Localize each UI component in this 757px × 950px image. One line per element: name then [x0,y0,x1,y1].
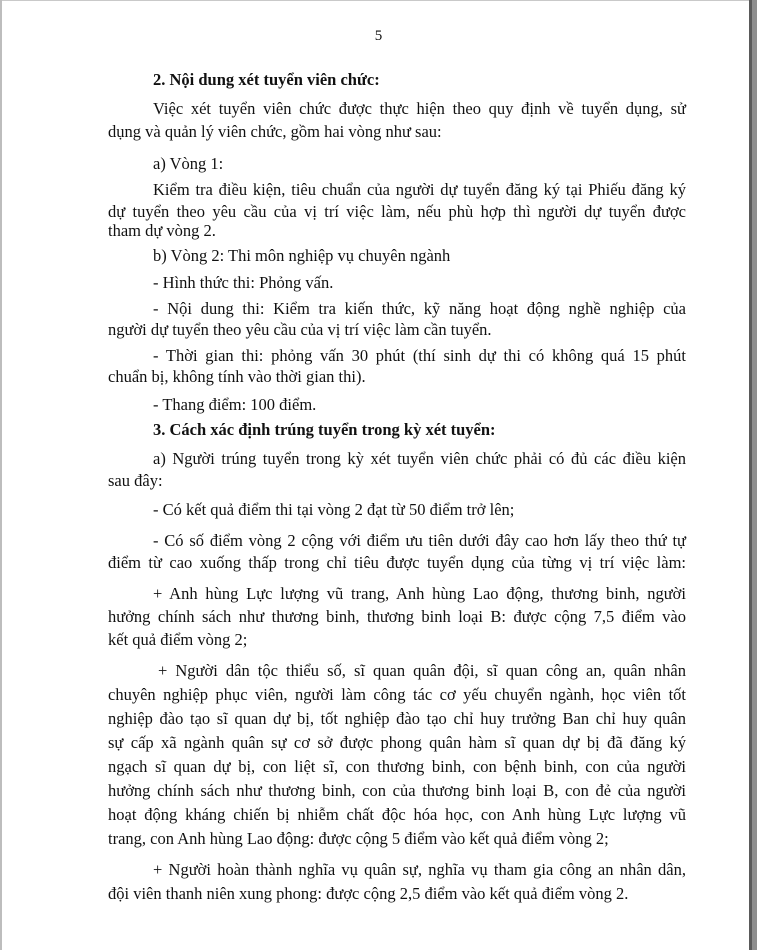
paragraph-line: hưởng chính sách như thương binh, thương binh loại B: được cộng 7,5 điểm vào [108,607,686,626]
section-heading-2: 2. Nội dung xét tuyển viên chức: [153,70,380,89]
paragraph-line: + Người hoàn thành nghĩa vụ quân sự, nghĩa vụ tham gia công an nhân dân, [153,860,686,879]
paragraph-line: chuẩn bị, không tính vào thời gian thi). [108,367,366,386]
paragraph-line: b) Vòng 2: Thi môn nghiệp vụ chuyên ngành [153,246,451,265]
paragraph-line: người dự tuyển theo yêu cầu của vị trí việc làm cần tuyển. [108,320,492,339]
paragraph-line: - Có kết quả điểm thi tại vòng 2 đạt từ 50 điểm trở lên; [153,500,515,519]
paragraph-line: - Có số điểm vòng 2 cộng với điểm ưu tiên dưới đây cao hơn lấy theo thứ tự [153,531,686,550]
paragraph-line: dự tuyển theo yêu cầu của vị trí việc làm, nếu phù hợp thì người dự tuyển được [108,202,686,221]
paragraph-line: Việc xét tuyển viên chức được thực hiện theo quy định về tuyển dụng, sử [153,99,686,118]
paragraph-line: ngạch sĩ quan dự bị, con liệt sĩ, con thương binh, con bệnh binh, con của người [108,757,686,776]
paragraph-line: nghiệp đào tạo sĩ quan dự bị, tốt nghiệp đào tạo chỉ huy trưởng Ban chỉ huy quân [108,709,686,728]
paragraph-line: - Nội dung thi: Kiểm tra kiến thức, kỹ năng hoạt động nghề nghiệp của [153,299,686,318]
window-right-border [749,0,757,950]
paragraph-line: - Hình thức thi: Phỏng vấn. [153,273,334,292]
paragraph-line: đội viên thanh niên xung phong: được cộng 2,5 điểm vào kết quả điểm vòng 2. [108,884,629,903]
paragraph-line: - Thời gian thi: phỏng vấn 30 phút (thí sinh dự thi có không quá 15 phút [153,346,686,365]
paragraph-line: hưởng chính sách như thương binh, con của thương binh loại B, con đẻ của người [108,781,686,800]
paragraph-line: + Anh hùng Lực lượng vũ trang, Anh hùng Lao động, thương binh, người [153,584,686,603]
paragraph-line: Kiểm tra điều kiện, tiêu chuẩn của người dự tuyển đăng ký tại Phiếu đăng ký [153,180,686,199]
paragraph-line: a) Người trúng tuyển trong kỳ xét tuyển viên chức phải có đủ các điều kiện [153,449,686,468]
page-top-edge [0,0,757,1]
section-heading-3: 3. Cách xác định trúng tuyển trong kỳ xét tuyển: [153,420,496,439]
paragraph-line: - Thang điểm: 100 điểm. [153,395,317,414]
paragraph-line: kết quả điểm vòng 2; [108,630,248,649]
paragraph-line: sự cấp xã ngành quân sự cơ sở được phong quân hàm sĩ quan dự bị đã đăng ký [108,733,686,752]
paragraph-line: chuyên nghiệp phục viên, người làm công tác cơ yếu chuyển ngành, học viên tốt [108,685,686,704]
paragraph-line: a) Vòng 1: [153,154,224,173]
paragraph-line: hoạt động kháng chiến bị nhiễm chất độc hóa học, con Anh hùng Lực lượng vũ [108,805,686,824]
paragraph-line: điểm từ cao xuống thấp trong chỉ tiêu được tuyển dụng của từng vị trí việc làm: [108,553,686,572]
page-number: 5 [374,28,383,44]
paragraph-line: dụng và quản lý viên chức, gồm hai vòng như sau: [108,122,442,141]
paragraph-line: trang, con Anh hùng Lao động: được cộng 5 điểm vào kết quả điểm vòng 2; [108,829,609,848]
page-left-edge [0,0,2,950]
paragraph-line: tham dự vòng 2. [108,221,216,240]
paragraph-line: sau đây: [108,471,163,490]
paragraph-line: + Người dân tộc thiểu số, sĩ quan quân đội, sĩ quan công an, quân nhân [158,661,686,680]
